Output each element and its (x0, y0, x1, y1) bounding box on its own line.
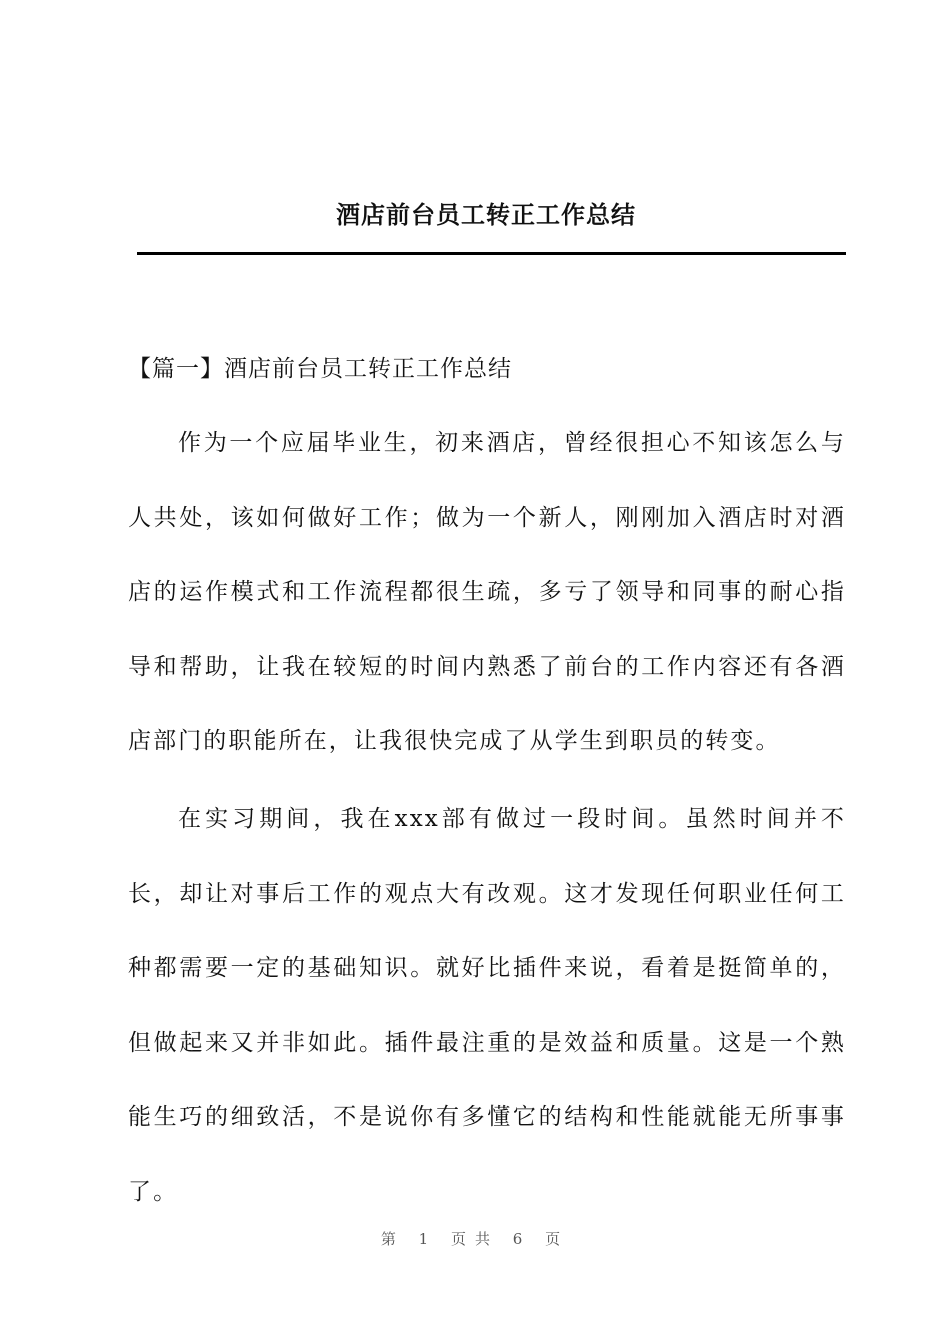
document-title: 酒店前台员工转正工作总结 (336, 200, 636, 229)
body-paragraph-2: 在实习期间，我在xxx部有做过一段时间。虽然时间并不长，却让对事后工作的观点大有改观。这才发现任何职业任何工种都需要一定的基础知识。就好比插件来说，看着是挺简单的，但做起来又并非如此。插件最注重的是效益和质量。这是一个熟能生巧的细致活，不是说你有多懂它的结构和性能就能无所事事了。 (128, 806, 846, 1205)
body-paragraph-1: 作为一个应届毕业生，初来酒店，曾经很担心不知该怎么与人共处，该如何做好工作；做为一个新人，刚刚加入酒店时对酒店的运作模式和工作流程都很生疏，多亏了领导和同事的耐心指导和帮助，让我在较短的时间内熟悉了前台的工作内容还有各酒店部门的职能所在，让我很快完成了从学生到职员的转变。 (128, 430, 846, 754)
title-divider (137, 252, 846, 255)
page-number-footer: 第 1 页共 6 页 (380, 1230, 570, 1248)
section-heading: 【篇一】酒店前台员工转正工作总结 (128, 356, 512, 382)
